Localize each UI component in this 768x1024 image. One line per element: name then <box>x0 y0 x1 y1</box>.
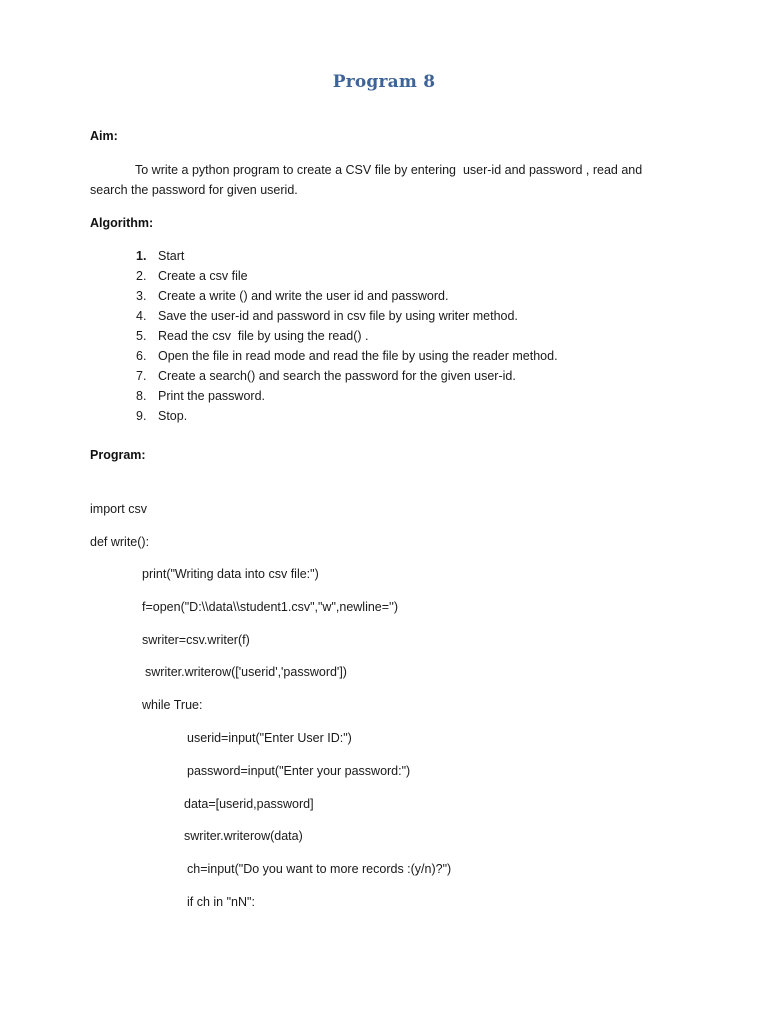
program-heading: Program: <box>90 448 146 462</box>
code-line: ch=input("Do you want to more records :(y/n)?") <box>187 862 452 876</box>
code-line: print("Writing data into csv file:") <box>142 567 319 581</box>
step-number: 4. <box>136 309 147 323</box>
algorithm-step <box>136 266 558 286</box>
algorithm-step <box>136 406 558 426</box>
code-line: userid=input("Enter User ID:") <box>187 731 352 745</box>
aim-text-line-2: search the password for given userid. <box>90 183 298 197</box>
code-line: import csv <box>90 502 147 516</box>
step-text: Read the csv file by using the read() . <box>158 329 369 343</box>
code-line: password=input("Enter your password:") <box>187 764 411 778</box>
step-text: Print the password. <box>158 389 265 403</box>
step-number: 6. <box>136 349 147 363</box>
code-line: swriter.writerow(data) <box>184 829 303 843</box>
aim-text-line-1: To write a python program to create a CSV file by entering user-id and password , read and <box>135 163 643 177</box>
code-line: swriter=csv.writer(f) <box>142 633 250 647</box>
code-line: swriter.writerow(['userid','password']) <box>145 665 347 679</box>
step-number: 7. <box>136 369 147 383</box>
page-title: Program 8 <box>332 72 436 92</box>
algorithm-heading: Algorithm: <box>90 216 154 230</box>
step-number: 3. <box>136 289 147 303</box>
aim-heading: Aim: <box>90 129 118 143</box>
step-text: Create a search() and search the password for the given user-id. <box>158 369 516 383</box>
code-line: data=[userid,password] <box>184 797 314 811</box>
code-line: def write(): <box>90 535 150 549</box>
code-line: if ch in "nN": <box>187 895 255 909</box>
step-text: Save the user-id and password in csv file by using writer method. <box>158 309 518 323</box>
algorithm-step <box>136 306 558 326</box>
code-line: while True: <box>142 698 203 712</box>
step-number: 1. <box>136 249 147 263</box>
algorithm-step <box>136 246 558 266</box>
step-text: Open the file in read mode and read the file by using the reader method. <box>158 349 558 363</box>
code-line: f=open("D:\\data\\student1.csv","w",newline='') <box>142 600 398 614</box>
algorithm-step <box>136 366 558 386</box>
aim-paragraph <box>90 160 670 200</box>
algorithm-steps <box>136 246 558 426</box>
step-number: 5. <box>136 329 147 343</box>
step-number: 9. <box>136 409 147 423</box>
step-text: Start <box>158 249 185 263</box>
algorithm-step <box>136 286 558 306</box>
step-number: 8. <box>136 389 147 403</box>
step-number: 2. <box>136 269 147 283</box>
algorithm-step <box>136 386 558 406</box>
step-text: Create a csv file <box>158 269 248 283</box>
step-text: Create a write () and write the user id and password. <box>158 289 449 303</box>
step-text: Stop. <box>158 409 188 423</box>
algorithm-step <box>136 346 558 366</box>
algorithm-step <box>136 326 558 346</box>
